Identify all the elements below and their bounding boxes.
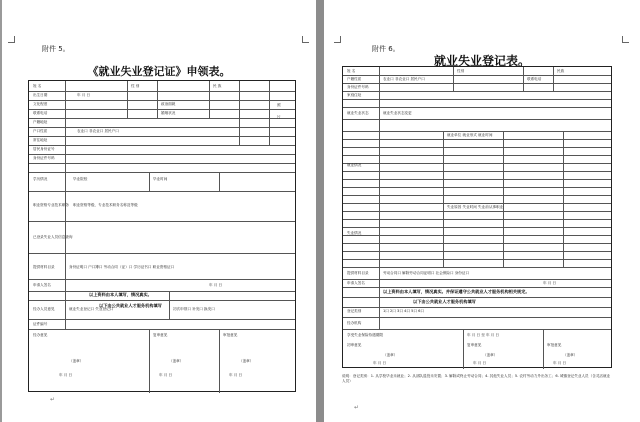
- row-study-label: 学历情况: [33, 177, 48, 181]
- date-2: 年 月 日: [159, 373, 173, 377]
- row-hukou-options: 农业口 非农业口 居民户口: [77, 129, 119, 133]
- row-birth-value: 年 月 日: [77, 93, 91, 97]
- r-row-hukou-label: 户籍性质: [347, 77, 362, 81]
- photo-label-2: 片: [277, 115, 281, 119]
- row-name-label: 姓 名: [33, 84, 42, 88]
- r-agency-label: 经办机构: [347, 321, 362, 325]
- row-political-label: 政治面貌: [161, 102, 176, 106]
- r-date-1: 年 月 日: [373, 361, 387, 365]
- row-school-label: 毕业院校: [73, 177, 88, 181]
- r-row-status-label: 就业失业状态: [347, 111, 369, 115]
- row-idno-label: 身份证件号码: [33, 156, 55, 160]
- document-page-right: [324, 0, 640, 422]
- r-row-employment-fields: 就业单位 就业形式 就业时间: [447, 133, 493, 137]
- r-stamp-3: （盖章）: [563, 353, 578, 357]
- handling-opinion-label: 经办意见: [33, 333, 48, 337]
- r-row-employment-label: 就业情况: [347, 163, 362, 167]
- form-title-right: 就业失业登记表。: [433, 54, 530, 68]
- row-education-label: 文化程度: [33, 102, 48, 106]
- r-row-gender-label: 性别: [457, 69, 465, 73]
- row-id-label: 居民身份证号: [33, 147, 55, 151]
- r-row-phone-label: 联系电话: [527, 77, 542, 81]
- page-gutter: [316, 0, 324, 422]
- certificate-number-label: 证件编号: [33, 322, 48, 326]
- corner-mark-tr: [302, 36, 309, 43]
- r-insurance-period: 年 月 日 至 年 月 日: [467, 333, 500, 337]
- r-declaration-text: 以上资料由本人填写，情况真实。并保证遵守公共就业人才服务机构相关规定。: [383, 289, 530, 294]
- r-stamp-2: （盖章）: [483, 353, 498, 357]
- application-form-table: [28, 80, 296, 392]
- stamp-1: （盖章）: [69, 359, 84, 363]
- declaration-text: 以上资料由本人填写，情况真实。: [89, 292, 152, 297]
- r-first-review-label: 初审意见: [347, 343, 362, 347]
- r-insurance-label: 享受失业保险待遇期限: [347, 333, 383, 337]
- stamp-2: （盖章）: [169, 359, 184, 363]
- corner-mark-tl-right: [334, 36, 341, 43]
- r-row-hukou-options: 农业口 非农业口 居民户口: [383, 77, 425, 81]
- agency-opinion-items: 就业失业登记口 失业登记口: [69, 307, 114, 311]
- agency-opinion-items-2: 初次申领口 补发口 换发口: [173, 307, 215, 311]
- photo-label: 照: [277, 103, 281, 107]
- r-row-materials-label: 提供材料目录: [347, 271, 369, 275]
- row-gender-label: 性 别: [131, 84, 140, 88]
- r-category-label: 登记类别: [347, 309, 362, 313]
- row-grad-label: 毕业时间: [153, 177, 168, 181]
- r-approval-label: 审批意见: [547, 343, 562, 347]
- row-query-label: 已登录失业人员信息查询: [33, 235, 73, 239]
- row-phone-label: 联系电话: [33, 111, 48, 115]
- row-birth-label: 出生日期: [33, 93, 48, 97]
- r-agency-header: 以下由公共就业人才服务机构填写: [413, 299, 476, 304]
- date-3: 年 月 日: [229, 373, 243, 377]
- row-signature-label: 申请人签名: [33, 283, 51, 287]
- attachment-label-right: 附件 6。: [372, 45, 400, 53]
- r-row-unemployment-label: 失业情况: [347, 231, 362, 235]
- paragraph-mark: ↵: [50, 396, 56, 403]
- date-1: 年 月 日: [59, 373, 73, 377]
- stamp-3: （盖章）: [239, 359, 254, 363]
- r-category-options: 1口 2口 3口 4口 5口 6口: [383, 309, 424, 313]
- row-materials-label: 提供材料目录: [33, 265, 55, 269]
- row-household-label: 户籍地址: [33, 120, 48, 124]
- r-row-signature-date: 年 月 日: [543, 281, 557, 285]
- registration-form-table: [342, 66, 612, 368]
- row-skill-label: 职业资格专业技术职务: [33, 203, 69, 207]
- document-page-left: [2, 0, 316, 422]
- r-row-signature-label: 申请人签名: [347, 281, 365, 285]
- row-skill-desc: 职业资格等级、专业技术职务名称及等级: [73, 203, 138, 207]
- corner-mark-tl: [8, 36, 15, 43]
- row-ethnic-label: 民 族: [213, 84, 222, 88]
- r-date-3: 年 月 日: [553, 361, 567, 365]
- form-notes: 说明：登记类别：1. 从学校毕业未就业；2. 从部队退役未安置；3. 解除或终止劳动合同；4. 其他失业人员；5. 农村劳动力外出务工；6. 城镇登记失业人员（含灵活就业人员）: [342, 374, 611, 383]
- row-residence-label: 常住地址: [33, 138, 48, 142]
- r-row-ethnic-label: 民族: [557, 69, 565, 73]
- r-stamp-1: （盖章）: [383, 353, 398, 357]
- paragraph-mark-right: ↵: [354, 404, 360, 411]
- row-marital-label: 婚姻状况: [161, 111, 176, 115]
- r-second-review-label: 复审意见: [467, 343, 482, 347]
- r-row-address-label: 家庭住址: [347, 93, 362, 97]
- r-row-status-change: 就业失业状态变更: [383, 111, 412, 115]
- agency-opinion-label: 经办人员意见: [33, 307, 55, 311]
- r-row-unemployment-fields: 失业原因 失业时间 失业前从事职业: [447, 205, 504, 209]
- review-opinion-label: 复审意见: [153, 333, 168, 337]
- row-hukou-label: 户口性质: [33, 129, 48, 133]
- agency-header: 以下由公共就业人才服务机构填写: [99, 303, 162, 308]
- r-row-name-label: 姓 名: [347, 69, 356, 73]
- r-row-materials-options: 劳动合同口 解除劳动合同证明口 社会保险口 身份证口: [383, 271, 470, 275]
- r-row-id-label: 身份证件号码: [347, 85, 369, 89]
- row-materials-options: 身份证明口 户口簿口 劳动合同（证）口 学历证书口 职业资格证口: [69, 265, 175, 269]
- approval-opinion-label: 审批意见: [223, 333, 238, 337]
- corner-mark-tr-right: [622, 36, 629, 43]
- form-title: 《就业失业登记证》申领表。: [87, 65, 231, 78]
- attachment-label: 附件 5。: [42, 45, 70, 53]
- row-signature-date: 年 月 日: [209, 283, 223, 287]
- r-date-2: 年 月 日: [473, 361, 487, 365]
